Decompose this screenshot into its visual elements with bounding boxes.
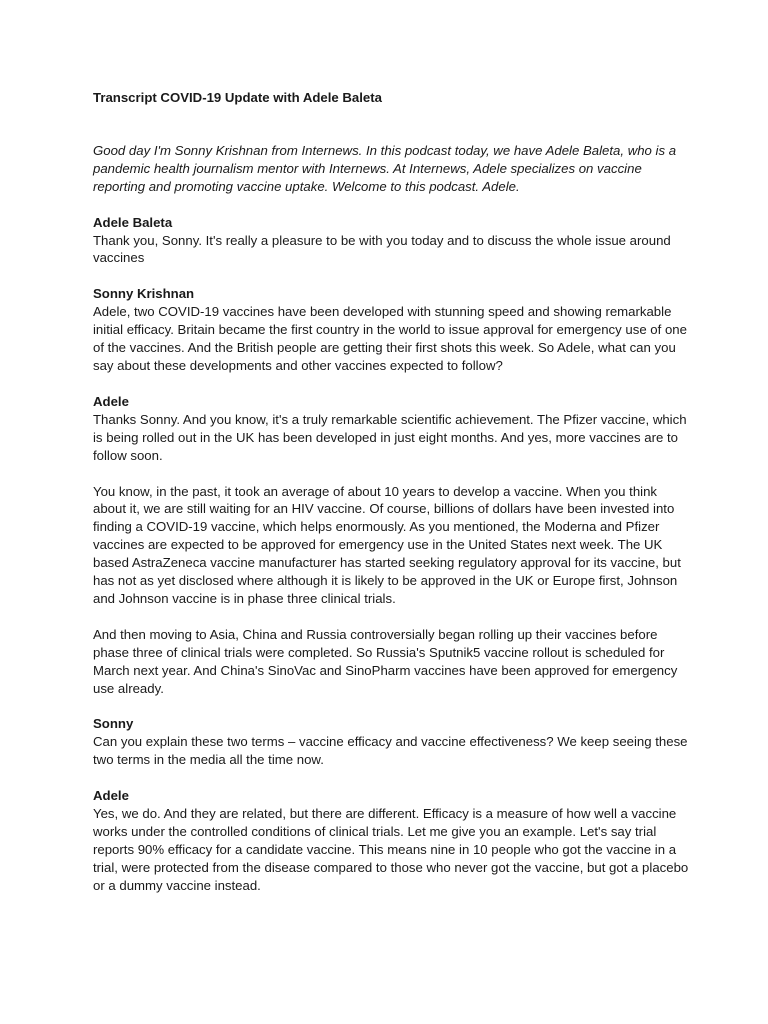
speaker-name: Adele bbox=[93, 393, 129, 409]
speaker-block bbox=[93, 393, 693, 698]
intro-paragraph: Good day I'm Sonny Krishnan from Internews. In this podcast today, we have Adele Baleta, who is a pandemic health journalism mentor with Internews. At Internews, Adele specializes on vaccine reporting and promoting vaccine uptake. Welcome to this podcast. Adele. bbox=[93, 142, 677, 194]
speaker-name: Adele bbox=[93, 788, 129, 804]
speech-paragraph: Yes, we do. And they are related, but there are different. Efficacy is a measure of how well a vaccine works under the controlled conditions of clinical trials. Let me give you an example. Let's say trial reports 90% efficacy for a candidate vaccine. This means nine in 10 people who got the vaccine in a trial, were protected from the disease compared to those who never got the vaccine, but got a placebo or a dummy vaccine instead. bbox=[93, 806, 689, 893]
speaker-name: Adele Baleta bbox=[93, 214, 173, 230]
speech-paragraph: Can you explain these two terms – vaccine efficacy and vaccine effectiveness? We keep seeing these two terms in the media all the time now. bbox=[93, 734, 688, 768]
speech-paragraph: Adele, two COVID-19 vaccines have been developed with stunning speed and showing remarkable initial efficacy. Britain became the first country in the world to issue approval for emergency use of one of the vaccines. And the British people are getting their first shots this week. So Adele, what can you say about these developments and other vaccines expected to follow? bbox=[93, 304, 687, 373]
speech-paragraph: Thank you, Sonny. It's really a pleasure to be with you today and to discuss the whole issue around vaccines bbox=[93, 232, 671, 266]
speaker-name: Sonny bbox=[93, 716, 134, 732]
transcript-body bbox=[93, 89, 693, 895]
speaker-block bbox=[93, 214, 693, 268]
document-title: Transcript COVID-19 Update with Adele Baleta bbox=[93, 90, 382, 105]
speech-paragraph: Thanks Sonny. And you know, it's a truly remarkable scientific achievement. The Pfizer vaccine, which is being rolled out in the UK has been developed in just eight months. And yes, more vaccines are to follow soon. bbox=[93, 411, 687, 463]
speech-paragraph: And then moving to Asia, China and Russia controversially began rolling up their vaccines before phase three of clinical trials were completed. So Russia's Sputnik5 vaccine rollout is scheduled for March next year. And China's SinoVac and SinoPharm vaccines have been approved for emergency use already. bbox=[93, 626, 678, 696]
speaker-name: Sonny Krishnan bbox=[93, 286, 195, 302]
speaker-block bbox=[93, 787, 693, 894]
speech-paragraph: You know, in the past, it took an average of about 10 years to develop a vaccine. When you think about it, we are still waiting for an HIV vaccine. Of course, billions of dollars have been invested into finding a COVID-19 vaccine, which helps enormously. As you mentioned, the Moderna and Pfizer vaccines are expected to be approved for emergency use in the United States next week. The UK based AstraZeneca vaccine manufacturer has started seeking regulatory approval for its vaccine, but has not as yet disclosed where although it is likely to be approved in the UK or Europe first, Johnson and Johnson vaccine is in phase three clinical trials. bbox=[93, 483, 681, 606]
speaker-block bbox=[93, 285, 693, 375]
speaker-block bbox=[93, 715, 693, 769]
